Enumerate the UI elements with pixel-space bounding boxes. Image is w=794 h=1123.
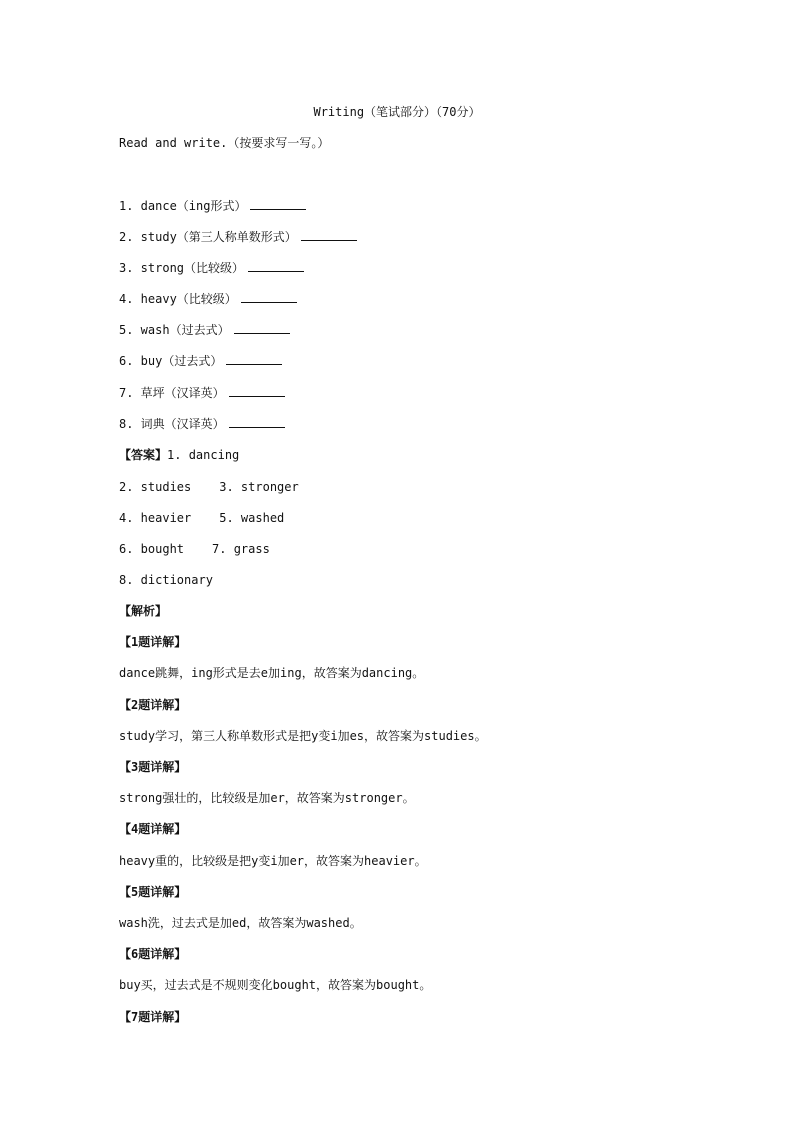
answer-line-1: 【答案】1. dancing	[119, 448, 240, 462]
answer-blank	[226, 352, 282, 365]
question-3: 3. strong（比较级）	[119, 259, 304, 277]
detail-text-6: buy买，过去式是不规则变化bought，故答案为bought。	[119, 978, 432, 992]
answer-blank	[241, 290, 297, 303]
section-title: Writing（笔试部分）（70分）	[313, 105, 481, 119]
answer-line-4: 6. bought 7. grass	[119, 542, 270, 556]
answer-label: 【答案】	[119, 448, 168, 462]
question-4: 4. heavy（比较级）	[119, 290, 297, 308]
answer-blank	[229, 415, 285, 428]
question-5: 5. wash（过去式）	[119, 321, 290, 339]
analysis-label: 【解析】	[119, 604, 168, 618]
question-1: 1. dance（ing形式）	[119, 197, 306, 215]
question-2: 2. study（第三人称单数形式）	[119, 228, 357, 246]
detail-heading-4: 【4题详解】	[119, 822, 187, 836]
detail-text-5: wash洗，过去式是加ed，故答案为washed。	[119, 916, 362, 930]
answer-blank	[229, 384, 285, 397]
question-8: 8. 词典（汉译英）	[119, 415, 285, 433]
answer-line-2: 2. studies 3. stronger	[119, 480, 299, 494]
question-6: 6. buy（过去式）	[119, 352, 282, 370]
instruction: Read and write.（按要求写一写。）	[119, 136, 330, 150]
detail-text-1: dance跳舞，ing形式是去e加ing，故答案为dancing。	[119, 666, 425, 680]
detail-text-2: study学习，第三人称单数形式是把y变i加es，故答案为studies。	[119, 729, 487, 743]
question-7: 7. 草坪（汉译英）	[119, 384, 285, 402]
answer-blank	[234, 321, 290, 334]
detail-heading-6: 【6题详解】	[119, 947, 187, 961]
answer-blank	[248, 259, 304, 272]
detail-heading-1: 【1题详解】	[119, 635, 187, 649]
detail-text-3: strong强壮的，比较级是加er，故答案为stronger。	[119, 791, 415, 805]
detail-heading-2: 【2题详解】	[119, 698, 187, 712]
answer-line-3: 4. heavier 5. washed	[119, 511, 285, 525]
detail-heading-7: 【7题详解】	[119, 1010, 187, 1024]
detail-text-4: heavy重的，比较级是把y变i加er，故答案为heavier。	[119, 854, 427, 868]
detail-heading-3: 【3题详解】	[119, 760, 187, 774]
detail-heading-5: 【5题详解】	[119, 885, 187, 899]
answer-blank	[250, 197, 306, 210]
answer-line-5: 8. dictionary	[119, 573, 213, 587]
answer-blank	[301, 228, 357, 241]
